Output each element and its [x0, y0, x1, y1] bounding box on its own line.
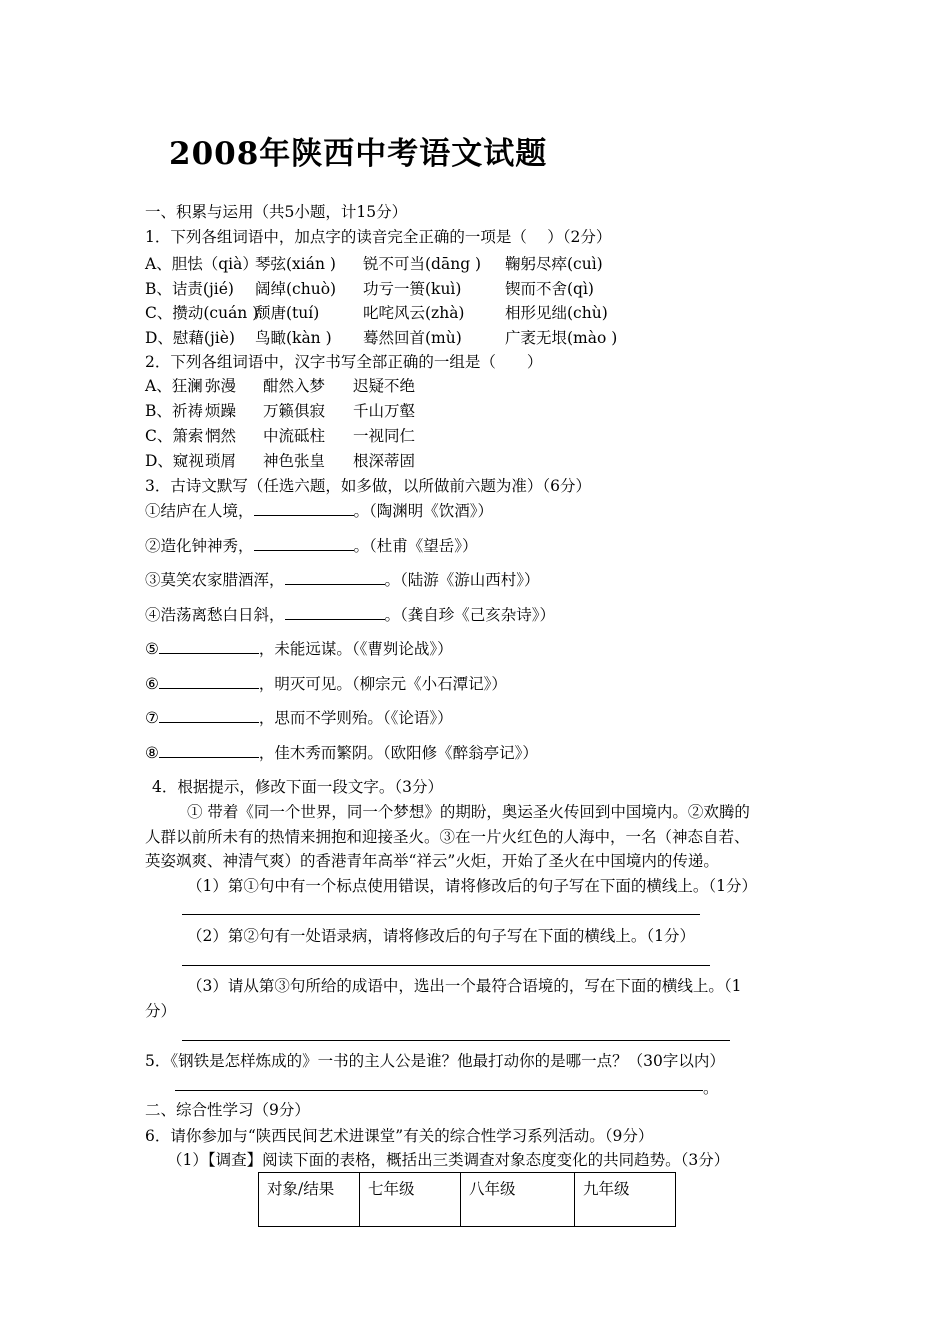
q2-c-word1: C、箫索 [145, 427, 204, 445]
q3-item-3 [145, 569, 540, 591]
q4-passage-line-2: 人群以前所未有的热情来拥抱和迎接圣火。③在一片火红色的人海中，一名（神态自若、 [145, 828, 750, 846]
q1-b-word2: 阔绰(chuò) [255, 280, 337, 298]
table-header-cell: 九年级 [575, 1173, 676, 1227]
q2-a-word4: 迟疑不绝 [353, 377, 416, 395]
q1-option-c [145, 302, 608, 324]
q1-option-a [145, 253, 603, 275]
q3-item-8 [145, 742, 538, 764]
q1-option-b [145, 278, 594, 300]
q1-stem: 1．下列各组词语中，加点字的读音完全正确的一项是（ ）（2分） [145, 228, 612, 246]
q3-item-3-post: 。（陆游《游山西村》） [384, 571, 540, 589]
q1-b-word4: 锲而不舍(qì) [505, 280, 594, 298]
q4-answer-line-2[interactable] [182, 965, 710, 966]
q1-c-word4: 相形见绌(chù) [505, 304, 608, 322]
q4-sub-2: （2）第②句有一处语录病，请将修改后的句子写在下面的横线上。（1分） [187, 927, 695, 945]
q5-answer-line[interactable] [175, 1090, 703, 1091]
q3-item-8-pre: ⑧ [145, 744, 159, 762]
q3-item-7-post: ，思而不学则殆。（《论语》） [258, 709, 453, 727]
q2-a-word1: A、狂澜 [145, 377, 203, 395]
q3-item-8-blank[interactable] [159, 743, 259, 758]
q3-item-4-post: 。（龚自珍《己亥杂诗》） [384, 606, 556, 624]
q3-item-5-blank[interactable] [159, 639, 259, 654]
q3-item-3-pre: ③莫笑农家腊酒浑， [145, 571, 285, 589]
q3-item-4-blank[interactable] [285, 605, 385, 620]
q2-c-word4: 一视同仁 [353, 427, 416, 445]
q2-d-word4: 根深蒂固 [353, 452, 416, 470]
q2-d-word2: 琐屑 [205, 452, 237, 470]
q4-sub-3-line-2: 分） [145, 1002, 177, 1020]
q4-sub-1: （1）第①句中有一个标点使用错误，请将修改后的句子写在下面的横线上。（1分） [187, 877, 757, 895]
q2-b-word1: B、祈祷 [145, 402, 203, 420]
q2-c-word2: 惘然 [205, 427, 237, 445]
q3-item-6 [145, 673, 507, 695]
q2-option-c [145, 425, 415, 447]
q1-b-word3: 功亏一篑(kuì) [363, 280, 462, 298]
q3-item-1 [145, 500, 493, 522]
q6-sub-1: （1）【调查】阅读下面的表格，概括出三类调查对象态度变化的共同趋势。（3分） [167, 1151, 730, 1169]
q1-c-word3: 叱咤风云(zhà) [363, 304, 465, 322]
q5-end-mark: 。 [703, 1079, 719, 1097]
q1-d-word4: 广袤无垠(mào ) [505, 329, 618, 347]
q3-item-5 [145, 638, 453, 660]
q4-passage-line-1: ① 带着《同一个世界，同一个梦想》的期盼，奥运圣火传回到中国境内。②欢腾的 [187, 803, 750, 821]
q3-item-2-pre: ②造化钟神秀， [145, 537, 254, 555]
q1-d-word2: 鸟瞰(kàn ) [255, 329, 332, 347]
q3-item-1-blank[interactable] [254, 501, 354, 516]
q2-d-word3: 神色张皇 [263, 452, 326, 470]
q3-item-7-blank[interactable] [159, 708, 259, 723]
q3-item-6-post: ，明灭可见。（柳宗元《小石潭记》） [258, 675, 507, 693]
q1-a-word1: A、胆怯（qià） [145, 255, 258, 273]
q3-item-3-blank[interactable] [285, 570, 385, 585]
q2-a-word3: 酣然入梦 [263, 377, 326, 395]
q1-c-word2: 颓唐(tuí) [255, 304, 320, 322]
q3-item-2 [145, 535, 478, 557]
q1-a-word2: 琴弦(xián ) [255, 255, 336, 273]
q1-a-word3: 锐不可当(dāng ) [363, 255, 482, 273]
table-header-cell: 八年级 [461, 1173, 575, 1227]
q2-option-b [145, 400, 415, 422]
section1-heading: 一、积累与运用（共5小题，计15分） [145, 203, 408, 221]
q5-stem: 5．《钢铁是怎样炼成的》一书的主人公是谁？他最打动你的是哪一点？（30字以内） [145, 1052, 725, 1070]
q3-item-4-pre: ④浩荡离愁白日斜， [145, 606, 285, 624]
q3-item-6-pre: ⑥ [145, 675, 159, 693]
q4-answer-line-3[interactable] [182, 1040, 730, 1041]
q1-a-word4: 鞠躬尽瘁(cuì) [505, 255, 603, 273]
q1-b-word1: B、诘责(jié) [145, 280, 234, 298]
q1-d-word3: 蓦然回首(mù) [363, 329, 462, 347]
q3-item-7-pre: ⑦ [145, 709, 159, 727]
q4-stem: 4．根据提示，修改下面一段文字。（3分） [152, 778, 443, 796]
page-title: 2008年陕西中考语文试题 [169, 136, 548, 172]
q3-item-5-post: ，未能远谋。（《曹刿论战》） [258, 640, 453, 658]
q3-item-1-pre: ①结庐在人境， [145, 502, 254, 520]
q3-item-5-pre: ⑤ [145, 640, 159, 658]
section2-heading: 二、综合性学习（9分） [145, 1101, 310, 1119]
survey-table [258, 1172, 676, 1227]
q2-c-word3: 中流砥柱 [263, 427, 326, 445]
q3-stem: 3．古诗文默写（任选六题，如多做，以所做前六题为准）（6分） [145, 477, 591, 495]
q3-item-4 [145, 604, 555, 626]
q2-option-a [145, 375, 415, 397]
q6-stem: 6．请你参加与“陕西民间艺术进课堂”有关的综合性学习系列活动。（9分） [145, 1127, 654, 1145]
q2-b-word3: 万籁俱寂 [263, 402, 326, 420]
q2-b-word4: 千山万壑 [353, 402, 416, 420]
q2-b-word2: 烦躁 [205, 402, 237, 420]
q2-a-word2: 弥漫 [205, 377, 237, 395]
q2-option-d [145, 450, 415, 472]
q4-passage-line-3: 英姿飒爽、神清气爽）的香港青年高举“祥云”火炬，开始了圣火在中国境内的传递。 [145, 852, 719, 870]
q1-c-word1: C、攒动(cuán ) [145, 304, 259, 322]
q3-item-6-blank[interactable] [159, 674, 259, 689]
q1-option-d [145, 327, 617, 349]
q2-stem: 2．下列各组词语中，汉字书写全部正确的一组是（ ） [145, 353, 543, 371]
q4-sub-3-line-1: （3）请从第③句所给的成语中，选出一个最符合语境的，写在下面的横线上。（1 [187, 977, 742, 995]
table-header-cell: 七年级 [360, 1173, 461, 1227]
q3-item-8-post: ，佳木秀而繁阴。（欧阳修《醉翁亭记》） [258, 744, 538, 762]
q2-d-word1: D、窥视 [145, 452, 204, 470]
table-header-cell: 对象/结果 [259, 1173, 360, 1227]
q3-item-2-post: 。（杜甫《望岳》） [353, 537, 478, 555]
q4-answer-line-1[interactable] [182, 914, 700, 915]
table-row [259, 1173, 676, 1227]
q3-item-7 [145, 707, 453, 729]
q1-d-word1: D、慰藉(jiè) [145, 329, 235, 347]
q3-item-1-post: 。（陶渊明《饮酒》） [353, 502, 494, 520]
q3-item-2-blank[interactable] [254, 536, 354, 551]
